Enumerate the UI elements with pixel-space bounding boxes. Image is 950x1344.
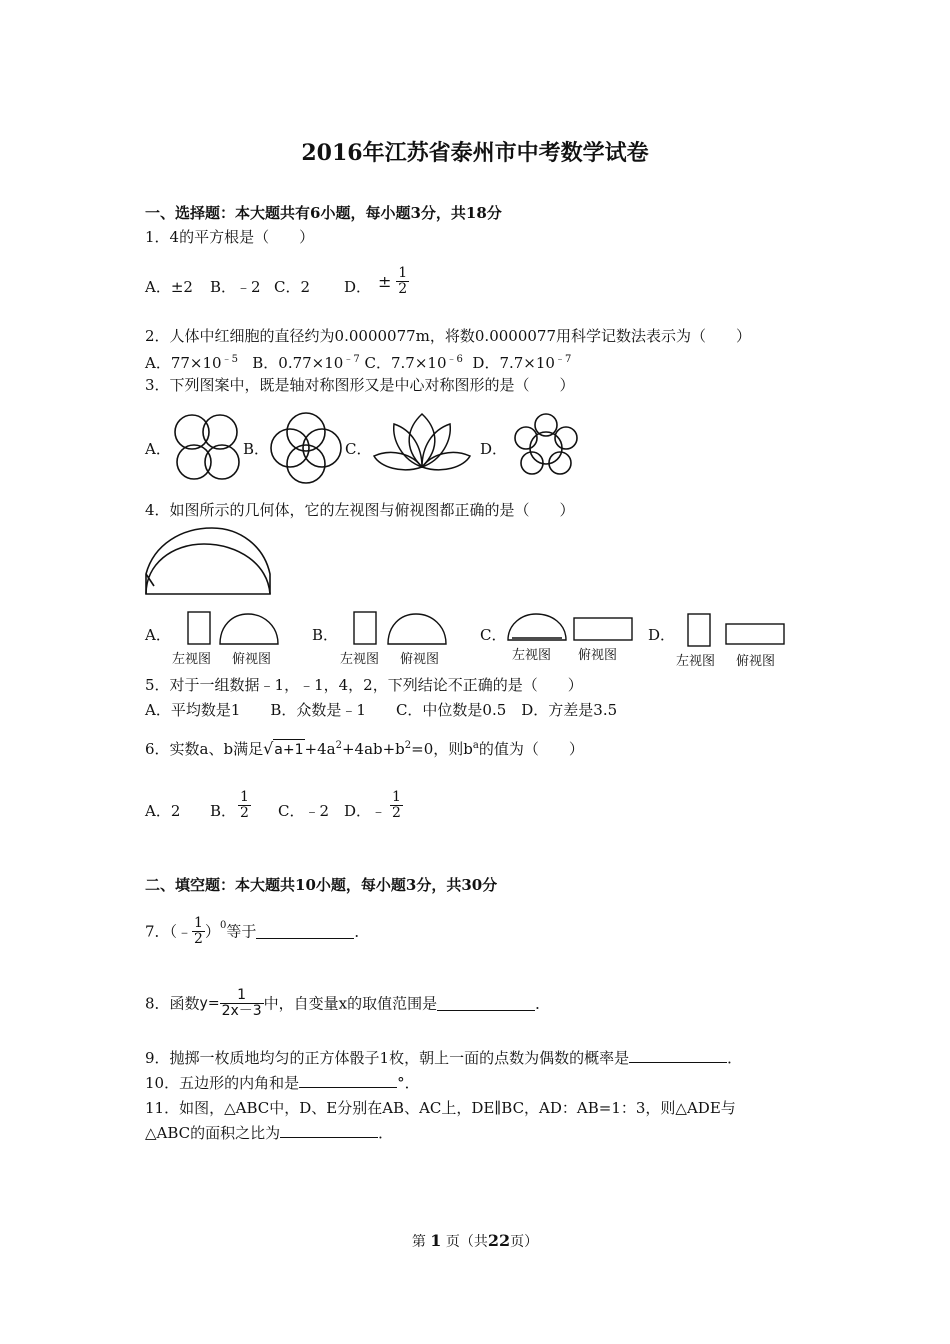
q5-stem: 5．对于一组数据﹣1，﹣1，4，2，下列结论不正确的是（ ）	[145, 676, 583, 694]
q2-option-b-exp: ﹣7	[343, 354, 360, 365]
numerator: 1	[220, 988, 264, 1004]
q1-option-b: B．﹣2	[210, 278, 261, 296]
total-pages: 22	[487, 1231, 511, 1250]
q7-tail: 等于	[226, 922, 257, 941]
q6-option-c: C．﹣2	[278, 802, 330, 820]
q4-c-top-view-label: 俯视图	[578, 648, 618, 663]
numerator: 1	[240, 789, 249, 805]
q2-option-d-exp: ﹣7	[554, 354, 572, 365]
q4-d-top-view-label: 俯视图	[736, 654, 776, 669]
q7-end: ．	[354, 922, 370, 941]
q4-c-left-view-label: 左视图	[512, 648, 552, 663]
q11-text: △ABC的面积之比为	[145, 1124, 281, 1142]
q6-option-b-value	[238, 790, 251, 821]
denominator: 2	[194, 931, 203, 947]
q3-stem: 3．下列图案中，既是轴对称图形又是中心对称图形的是（ ）	[145, 376, 575, 394]
q4-b-left-view-label: 左视图	[340, 652, 380, 667]
q1-option-a: A．±2	[145, 278, 193, 296]
q3-option-a: A．	[145, 440, 171, 458]
q4-option-c: C．	[480, 626, 507, 644]
zero-exp: 0	[219, 919, 227, 931]
page-title: 2016年江苏省泰州市中考数学试卷	[301, 140, 649, 166]
q11-end: ．	[378, 1124, 394, 1142]
fraction	[220, 988, 264, 1019]
q3-option-b: B．	[243, 440, 270, 458]
q2-options	[145, 350, 571, 373]
q8	[145, 988, 550, 1019]
denominator: 2	[240, 805, 249, 821]
power-exp: a	[472, 740, 479, 751]
flower-pattern-d	[508, 412, 584, 486]
q2-stem: 2．人体中红细胞的直径约为0.0000077m，将数0.0000077用科学记数法表示为（ ）	[145, 327, 752, 345]
section-2-heading: 二、填空题：本大题共10小题，每小题3分，共30分	[145, 876, 498, 894]
q5-options: A．平均数是1 B．众数是﹣1 C．中位数是0.5 D．方差是3.5	[145, 701, 618, 719]
answer-blank[interactable]	[629, 1048, 727, 1063]
q10-end: °．	[397, 1074, 420, 1092]
q4-option-a: A．	[145, 626, 171, 644]
numerator: 1	[392, 789, 401, 805]
q4-stem: 4．如图所示的几何体，它的左视图与俯视图都正确的是（ ）	[145, 501, 575, 519]
answer-blank[interactable]	[256, 924, 354, 939]
q4-a-left-view-label: 左视图	[172, 652, 212, 667]
denominator: 2	[398, 281, 408, 297]
q1-option-d-value	[378, 266, 409, 297]
q11-line-2	[145, 1123, 393, 1143]
q10-text: 10．五边形的内角和是	[145, 1074, 300, 1092]
q2-option-a-exp: ﹣5	[221, 354, 238, 365]
footer-pre: 第	[411, 1234, 426, 1250]
q6-option-a: A．2	[145, 802, 181, 820]
q7-pre: 7．（﹣	[145, 922, 193, 941]
q3-option-d: D．	[480, 440, 508, 458]
lotus-pattern-c	[372, 412, 472, 474]
four-circle-pattern-b	[268, 410, 344, 486]
denominator: 2	[392, 805, 401, 821]
q6-option-d-value	[390, 790, 403, 821]
q6-stem	[145, 736, 584, 760]
q8-y: y=	[199, 995, 220, 1012]
q11-line-1: 11．如图，△ABC中，D、E分别在AB、AC上，DE∥BC，AD：AB=1：3，则△ADE与	[145, 1099, 736, 1117]
half-cylinder-solid	[142, 524, 274, 598]
q4-d-left-view-label: 左视图	[676, 654, 716, 669]
footer-mid: 页（共	[445, 1234, 488, 1250]
q7	[145, 916, 369, 947]
q6-stem-post-4: 的值为（ ）	[478, 740, 584, 758]
q4-option-d: D．	[648, 626, 676, 644]
q4-b-views	[352, 610, 448, 646]
radicand: a+1	[273, 739, 304, 760]
q8-post: 中，自变量x的取值范围是	[263, 994, 438, 1013]
section-1-heading: 一、选择题：本大题共有6小题，每小题3分，共18分	[145, 204, 502, 222]
q1-option-c: C．2	[274, 278, 311, 296]
q4-c-views	[506, 610, 634, 644]
fraction	[390, 790, 403, 821]
q4-b-top-view-label: 俯视图	[400, 652, 440, 667]
q4-option-b: B．	[312, 626, 339, 644]
q1-stem: 1．4的平方根是（ ）	[145, 228, 315, 246]
four-circle-pattern-a	[170, 412, 246, 484]
q6-stem-post-1: +4a	[304, 740, 336, 758]
square-exp: 2	[335, 740, 342, 751]
fraction	[192, 916, 205, 947]
q6-stem-pre: 6．实数a、b满足	[145, 740, 264, 758]
q6-option-d: D．﹣	[344, 802, 387, 820]
q2-option-a: A．77×10	[145, 354, 222, 372]
q9	[145, 1048, 742, 1068]
fraction	[238, 790, 251, 821]
q4-a-top-view-label: 俯视图	[232, 652, 272, 667]
numerator: 1	[398, 265, 408, 281]
q6-stem-post-2: +4ab+b	[341, 740, 405, 758]
q6-option-b: B．	[210, 802, 237, 820]
q6-stem-post-3: =0，则b	[411, 740, 473, 758]
q2-option-b: B．0.77×10	[252, 354, 344, 372]
footer-post: 页）	[510, 1234, 539, 1250]
plus-minus-sign: ±	[378, 272, 392, 291]
q2-option-d: D．7.7×10	[472, 354, 555, 372]
square-exp-2: 2	[404, 740, 412, 751]
q4-d-views	[686, 612, 786, 648]
q8-end: ．	[535, 994, 551, 1013]
q8-pre: 8．函数	[145, 994, 200, 1013]
q7-post: ）	[204, 922, 220, 941]
radical-sign: √	[263, 739, 274, 758]
q2-option-c: C．7.7×10	[364, 354, 447, 372]
q3-option-c: C．	[345, 440, 372, 458]
q9-text: 9．抛掷一枚质地均匀的正方体骰子1枚，朝上一面的点数为偶数的概率是	[145, 1049, 630, 1067]
answer-blank[interactable]	[437, 996, 535, 1011]
q1-option-d: D．	[344, 278, 372, 296]
page-footer	[0, 1231, 950, 1251]
numerator: 1	[194, 915, 203, 931]
denominator: 2x－3	[221, 1003, 262, 1019]
q9-end: ．	[727, 1049, 743, 1067]
fraction	[396, 266, 409, 297]
page-number: 1	[430, 1231, 442, 1250]
q10	[145, 1073, 420, 1093]
q4-a-views	[186, 610, 280, 646]
answer-blank[interactable]	[280, 1123, 378, 1138]
answer-blank[interactable]	[299, 1073, 397, 1088]
q2-option-c-exp: ﹣6	[446, 354, 463, 365]
